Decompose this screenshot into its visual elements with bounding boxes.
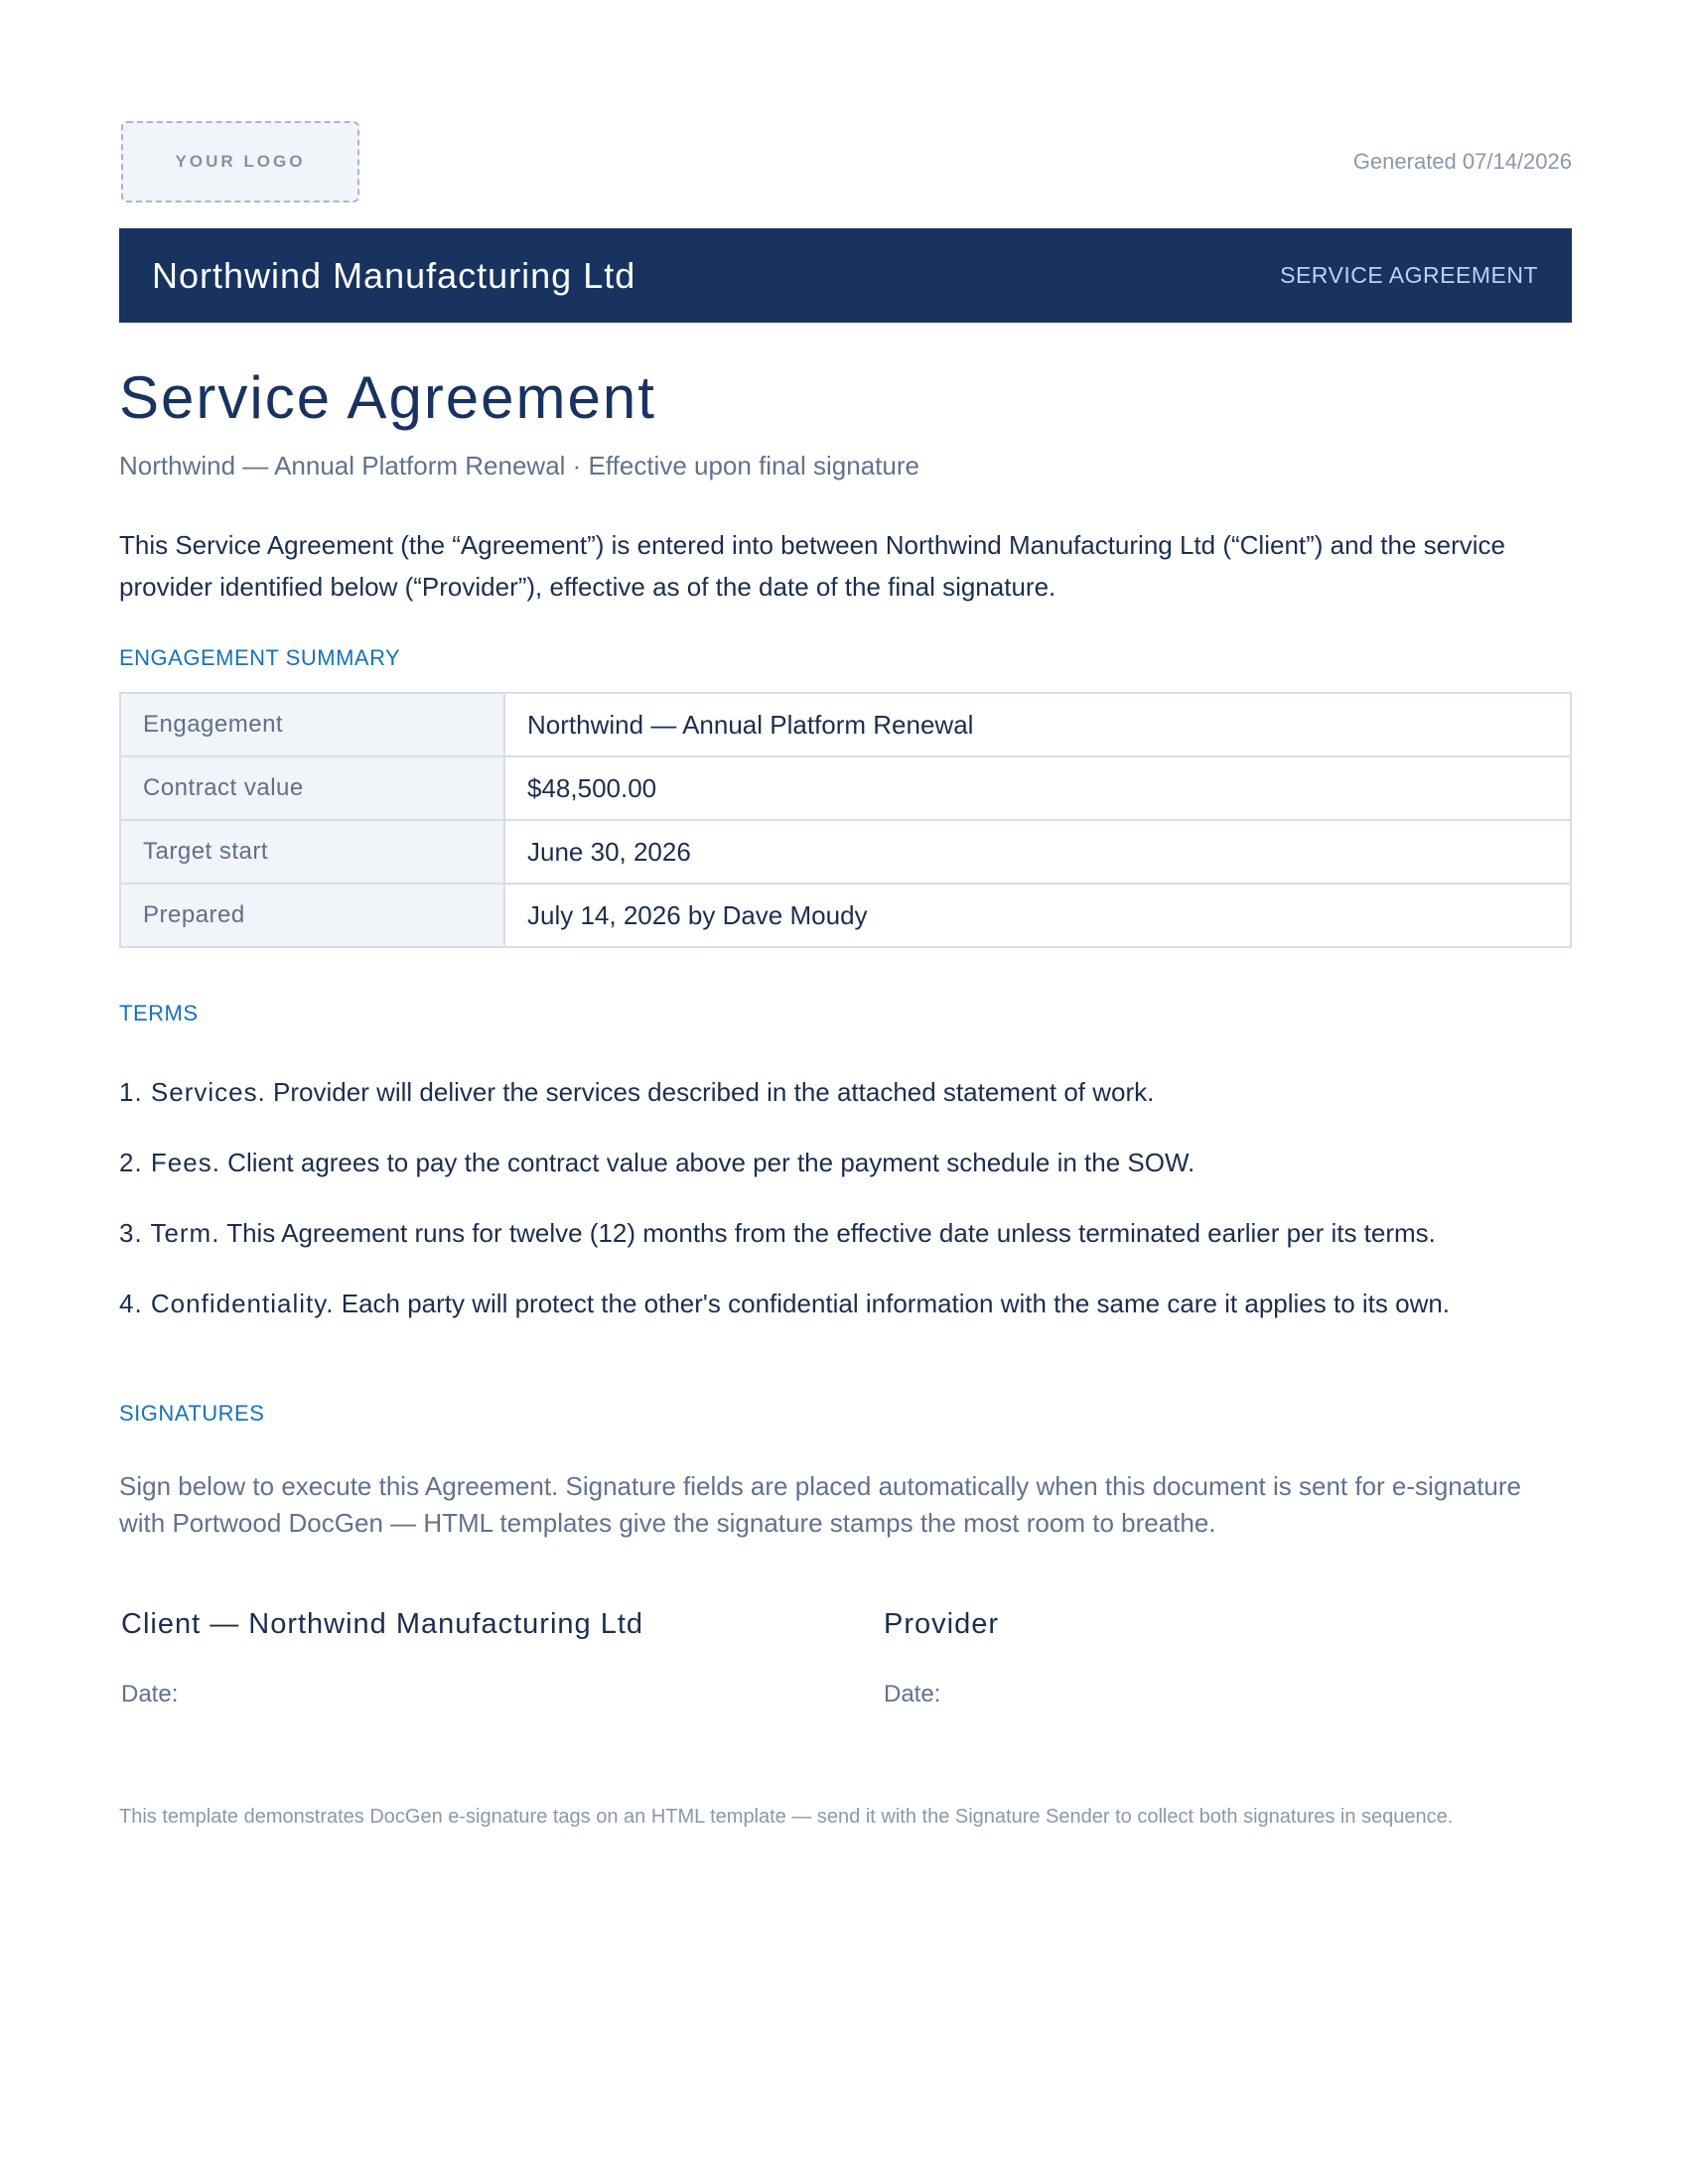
logo-placeholder — [121, 121, 359, 203]
term-item-fees — [119, 1148, 1572, 1178]
row-key-engagement: Engagement — [120, 693, 504, 756]
generated-date: Generated 07/14/2026 — [1352, 149, 1572, 174]
term-item-confidentiality — [119, 1289, 1572, 1319]
term-lead: 1. Services. — [119, 1077, 266, 1107]
logo-text: YOUR LOGO — [175, 152, 306, 171]
row-key-prepared: Prepared — [120, 884, 504, 947]
intro-paragraph: This Service Agreement (the “Agreement”) is entered into between Northwind Manufacturing Ltd (“Client”) and the service provider identified below (“Provider”), effective as of the date of the final signature. — [119, 530, 1505, 602]
section-label-terms: TERMS — [119, 1001, 199, 1025]
signature-provider-date-label: Date: — [884, 1681, 941, 1707]
term-lead: 4. Confidentiality. — [119, 1289, 335, 1318]
table-row — [120, 693, 1571, 756]
signature-provider-title: Provider — [884, 1608, 999, 1640]
row-value-prepared: July 14, 2026 by Dave Moudy — [504, 884, 1571, 947]
signature-block-provider — [884, 1608, 999, 1708]
row-value-target-start: June 30, 2026 — [504, 820, 1571, 884]
signature-block-client — [121, 1608, 643, 1708]
page-title: Service Agreement — [119, 364, 656, 431]
table-row — [120, 756, 1571, 820]
document-kind: SERVICE AGREEMENT — [1280, 262, 1538, 288]
term-lead: 2. Fees. — [119, 1148, 220, 1177]
term-lead: 3. Term. — [119, 1218, 220, 1248]
signatures-intro: Sign below to execute this Agreement. Signature fields are placed automatically when this document is sent for e-signature with Portwood DocGen — HTML templates give the signature stamps the most room to breathe. — [119, 1471, 1522, 1538]
row-key-target-start: Target start — [120, 820, 504, 884]
section-label-signatures: SIGNATURES — [119, 1401, 265, 1426]
table-row — [120, 884, 1571, 947]
section-label-engagement-summary: ENGAGEMENT SUMMARY — [119, 645, 401, 670]
footnote: This template demonstrates DocGen e-signature tags on an HTML template — send it with the Signature Sender to collect both signatures in sequence. — [119, 1806, 1454, 1828]
engagement-summary-table — [119, 692, 1572, 948]
page-subtitle: Northwind — Annual Platform Renewal · Effective upon final signature — [119, 451, 919, 480]
term-text: Provider will deliver the services described in the attached statement of work. — [265, 1077, 1155, 1107]
row-value-contract-value: $48,500.00 — [504, 756, 1571, 820]
signature-client-date-label: Date: — [121, 1681, 179, 1707]
term-text: This Agreement runs for twelve (12) months from the effective date unless terminated earlier per its terms. — [219, 1218, 1436, 1248]
term-text: Client agrees to pay the contract value above per the payment schedule in the SOW. — [219, 1148, 1196, 1177]
term-item-term — [119, 1218, 1572, 1249]
row-value-engagement: Northwind — Annual Platform Renewal — [504, 693, 1571, 756]
table-row — [120, 820, 1571, 884]
company-name: Northwind Manufacturing Ltd — [152, 254, 636, 296]
term-item-services — [119, 1077, 1572, 1108]
signature-client-title: Client — Northwind Manufacturing Ltd — [121, 1608, 644, 1640]
header-bar — [119, 228, 1572, 323]
term-text: Each party will protect the other's confidential information with the same care it applies to its own. — [334, 1289, 1451, 1318]
row-key-contract-value: Contract value — [120, 756, 504, 820]
